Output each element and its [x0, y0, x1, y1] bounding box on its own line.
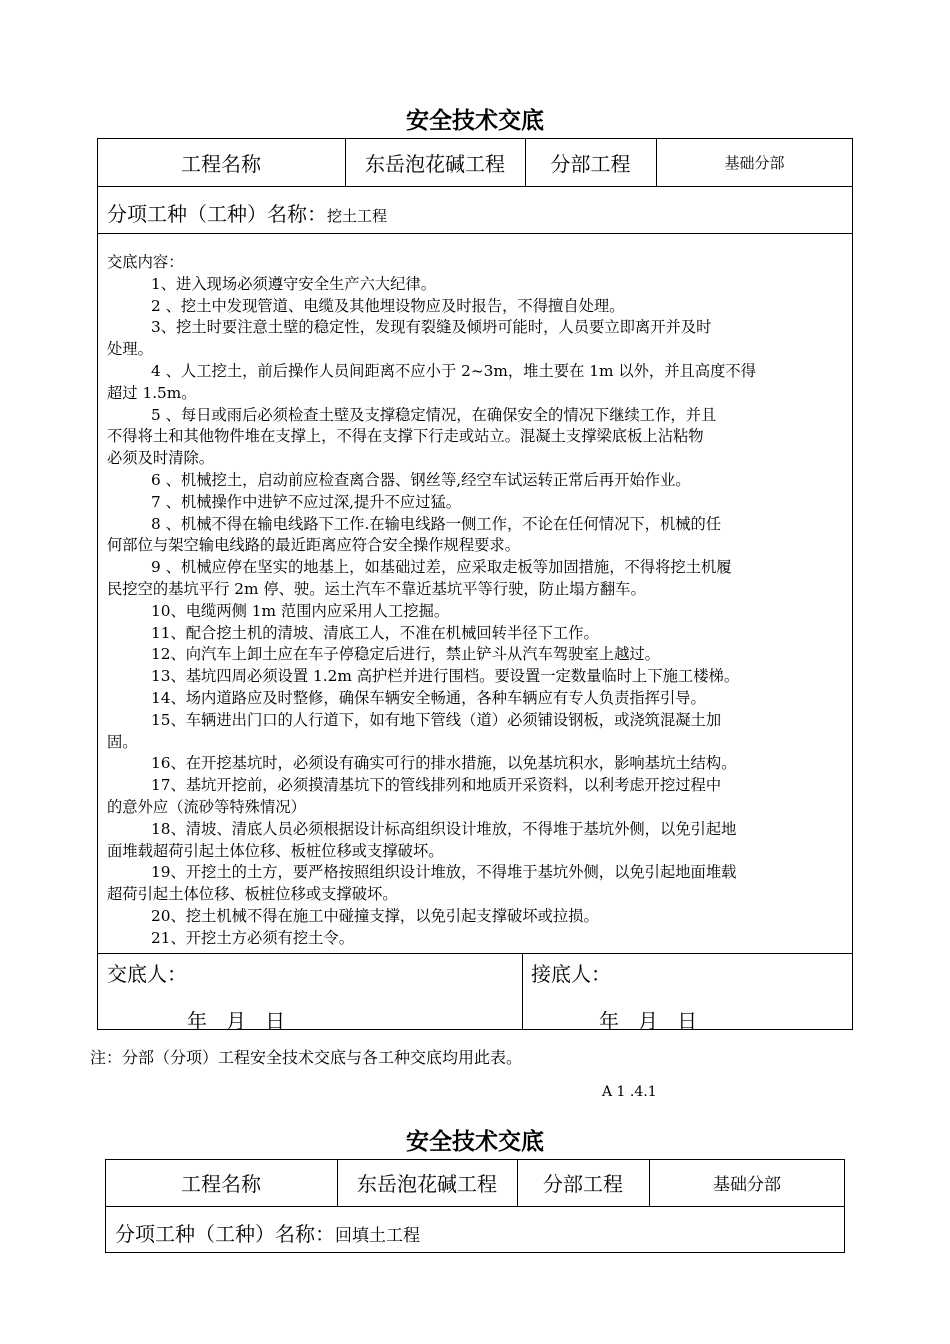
content-line: 不得将土和其他物件堆在支撑上，不得在支撑下行走或站立。混凝土支撑梁底板上沾粘物 — [107, 427, 704, 446]
content-line: 1、进入现场必须遵守安全生产六大纪律。 — [151, 274, 437, 293]
doc1-row-divider-1 — [97, 186, 853, 187]
doc1-part-label: 分部工程 — [550, 151, 631, 176]
doc2-row-divider-1 — [105, 1206, 845, 1207]
content-line: 14、场内道路应及时整修，确保车辆安全畅通，各种车辆应有专人负责指挥引导。 — [151, 688, 706, 707]
content-line: 3、挖土时要注意土壁的稳定性，发现有裂缝及倾坍可能时，人员要立即离开并及时 — [151, 318, 712, 337]
content-line: 8 、机械不得在输电线路下工作.在输电线路一侧工作，不论在任何情况下，机械的任 — [151, 514, 722, 533]
doc1-receiver-date: 年 月 日 — [599, 1009, 698, 1033]
content-line: 4 、人工挖土，前后操作人员间距离不应小于 2~3m，堆土要在 1m 以外，并且高度不得 — [151, 361, 757, 380]
content-line: 2 、挖土中发现管道、电缆及其他埋设物应及时报告，不得擅自处理。 — [151, 296, 625, 315]
content-heading: 交底内容： — [107, 253, 184, 271]
doc1-item-row — [107, 198, 387, 227]
content-line: 的意外应（流砂等特殊情况） — [107, 797, 306, 816]
doc1-handover-label: 交底人： — [107, 962, 187, 986]
doc1-project-value: 东岳泡花碱工程 — [365, 151, 505, 176]
doc2-project-label: 工程名称 — [181, 1172, 261, 1196]
content-line: 9 、机械应停在坚实的地基上，如基础过差，应采取走板等加固措施，不得将挖土机履 — [151, 558, 732, 577]
content-line: 19、开挖土的土方，要严格按照组织设计堆放，不得堆于基坑外侧，以免引起地面堆载 — [151, 863, 737, 882]
content-line: 15、车辆进出门口的人行道下，如有地下管线（道）必须铺设钢板，或浇筑混凝土加 — [151, 710, 722, 729]
doc1-row-divider-2 — [97, 233, 853, 234]
content-line: 必须及时清除。 — [107, 449, 215, 468]
doc1-row-divider-3 — [97, 953, 853, 954]
doc1-part-value: 基础分部 — [724, 153, 785, 172]
content-line: 7 、机械操作中进铲不应过深,提升不应过猛。 — [151, 492, 462, 511]
doc1-project-label: 工程名称 — [181, 151, 261, 176]
doc1-handover-date: 年 月 日 — [187, 1009, 286, 1033]
content-line: 10、电缆两侧 1m 范围内应采用人工挖掘。 — [151, 601, 450, 620]
doc1-code: A 1 .4.1 — [602, 1084, 657, 1100]
content-line: 11、配合挖土机的清坡、清底工人，不准在机械回转半径下工作。 — [151, 623, 599, 642]
doc1-item-label: 分项工种（工种）名称： — [107, 202, 327, 226]
doc1-title: 安全技术交底 — [406, 108, 544, 134]
doc2-item-value: 回填土工程 — [335, 1226, 420, 1246]
content-line: 处理。 — [107, 340, 153, 359]
content-line: 17、基坑开挖前，必须摸清基坑下的管线排列和地质开采资料，以利考虑开挖过程中 — [151, 776, 722, 795]
content-line: 民挖空的基坑平行 2m 停、驶。运土汽车不靠近基坑平等行驶，防止塌方翻车。 — [107, 579, 646, 598]
content-line: 5 、每日或雨后必须检查土壁及支撑稳定情况，在确保安全的情况下继续工作，并且 — [151, 405, 717, 424]
content-line: 超荷引起土体位移、板桩位移或支撑破坏。 — [107, 885, 398, 904]
doc1-note: 注：分部（分项）工程安全技术交底与各工种交底均用此表。 — [90, 1048, 523, 1067]
content-line: 6 、机械挖土，启动前应检查离合器、钢丝等,经空车试运转正常后再开始作业。 — [151, 470, 691, 489]
doc2-item-label: 分项工种（工种）名称： — [115, 1222, 335, 1246]
content-line: 16、在开挖基坑时，必须设有确实可行的排水措施，以免基坑积水，影响基坑土结构。 — [151, 754, 737, 773]
doc2-part-label: 分部工程 — [543, 1172, 623, 1196]
doc1-sign-divider — [522, 953, 523, 1030]
content-line: 12、向汽车上卸土应在车子停稳定后进行，禁止铲斗从汽车驾驶室上越过。 — [151, 645, 660, 664]
doc1-content — [107, 252, 845, 950]
doc2-project-value: 东岳泡花碱工程 — [357, 1172, 497, 1196]
content-line: 21、开挖土方必须有挖土令。 — [151, 928, 355, 947]
doc1-receiver-label: 接底人： — [531, 962, 611, 986]
content-line: 超过 1.5m。 — [107, 383, 197, 402]
content-line: 面堆载超荷引起土体位移、板桩位移或支撑破坏。 — [107, 841, 444, 860]
content-line: 13、基坑四周必须设置 1.2m 高护栏并进行围档。要设置一定数量临时上下施工楼梯。 — [151, 667, 740, 686]
doc1-item-value: 挖土工程 — [327, 207, 388, 225]
doc2-title: 安全技术交底 — [406, 1129, 544, 1155]
content-line: 20、挖土机械不得在施工中碰撞支撑，以免引起支撑破坏或拉损。 — [151, 906, 599, 925]
content-line: 18、清坡、清底人员必须根据设计标高组织设计堆放，不得堆于基坑外侧，以免引起地 — [151, 819, 737, 838]
content-line: 固。 — [107, 732, 138, 751]
doc2-part-value: 基础分部 — [713, 1175, 781, 1195]
content-line: 何部位与架空输电线路的最近距离应符合安全操作规程要求。 — [107, 536, 521, 555]
doc2-item-row — [115, 1218, 420, 1247]
